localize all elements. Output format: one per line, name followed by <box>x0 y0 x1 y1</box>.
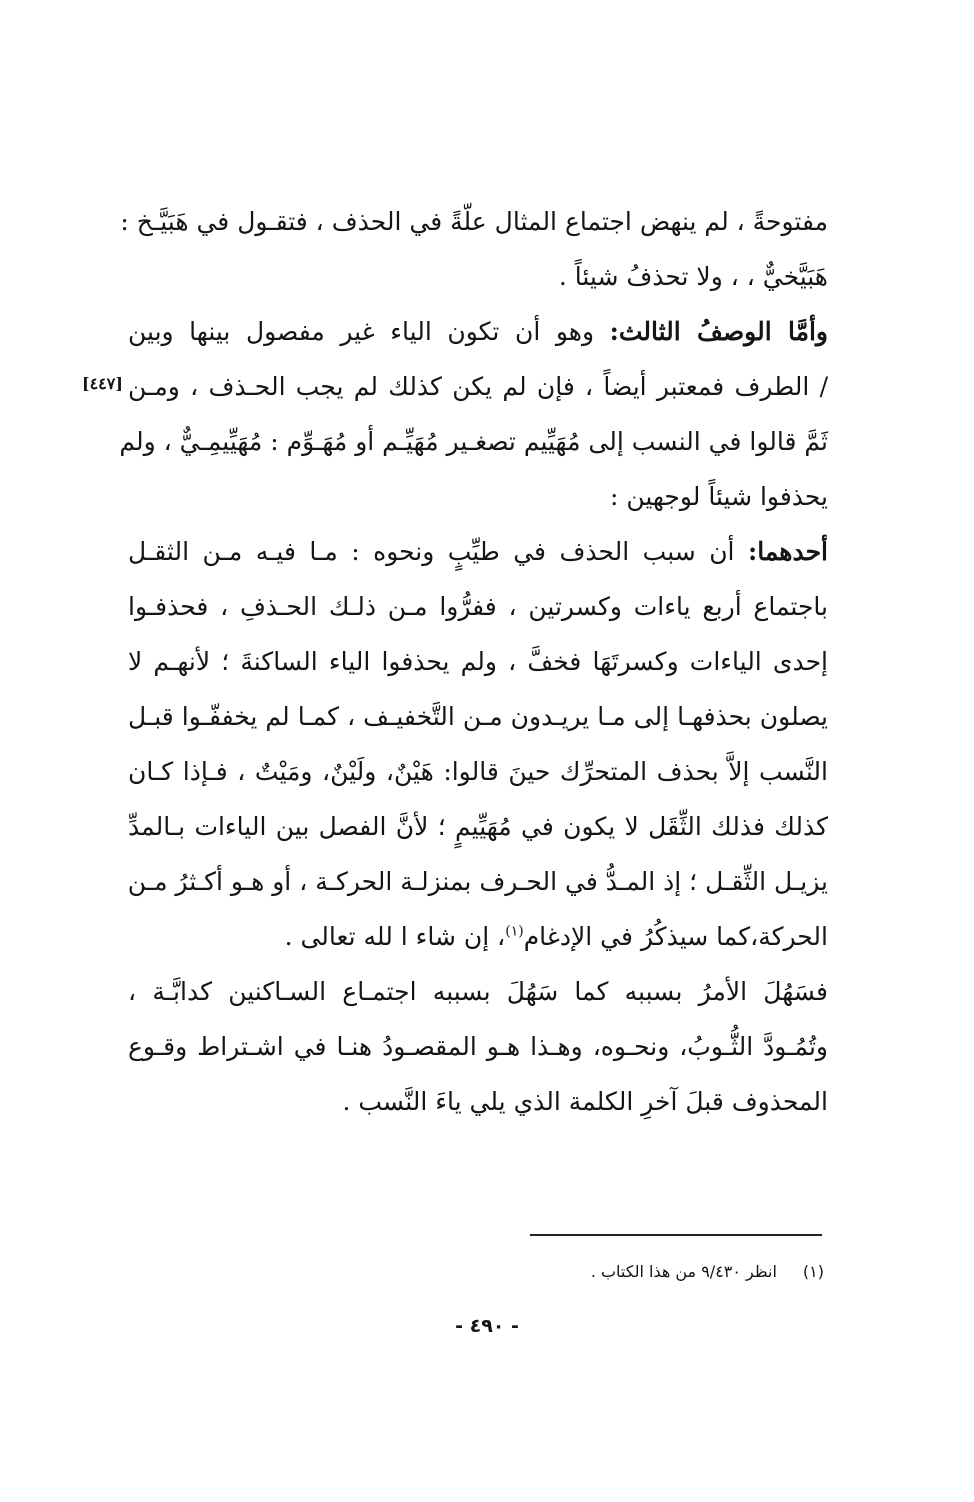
page-number: - ٤٩٠ - <box>455 1315 519 1337</box>
text-line: يصلون بحذفهـا إلى مـا يريـدون مـن التَّخفيـف ، كمـا لم يخففّـوا قبـل <box>128 702 828 731</box>
footnote <box>591 1262 824 1281</box>
margin-page-reference: [٤٤٧] <box>82 374 123 393</box>
footnote-divider <box>530 1234 822 1236</box>
text-line: النَّسب إلاَّ بحذف المتحرِّك حينَ قالوا: هَيْنٌ، ولَيْنٌ، ومَيْتٌ ، فـإذا كـان <box>128 757 828 786</box>
text-line: / الطرف فمعتبر أيضاً ، فإن لم يكن كذلك لم يجب الحـذف ، ومـن <box>128 372 828 401</box>
footnote-text: انظر ٩/٤٣٠ من هذا الكتاب . <box>590 1262 777 1281</box>
text-run: الحركة،كما سيذكُرُ في الإدغام <box>523 922 828 951</box>
paragraph-3 <box>128 524 828 964</box>
text-line: يزيـل الثِّقـل ؛ إذ المـدُّ في الحـرف بمنزلـة الحركـة ، أو هـو أكـثرُ مـن <box>127 867 828 896</box>
paragraph-lead: أحدهما: <box>747 537 828 566</box>
footnote-reference[interactable]: (١) <box>505 923 524 940</box>
text-line: وتُمُـودَّ الثُّـوبُ، ونحـوه، وهـذا هـو المقصـودُ هنـا في اشـتراط وقـوع <box>128 1032 828 1061</box>
text-line: مفتوحةً ، لم ينهض اجتماع المثال علّةً في الحذف ، فتقـول في هَبَيَّـخ : <box>120 207 828 236</box>
text-line: باجتماع أربع ياءات وكسرتين ، ففرُّوا مـن ذلـك الحـذفِ ، فحذفـوا <box>128 592 828 621</box>
text-line: المحذوف قبلَ آخرِ الكلمة الذي يلي ياءَ النَّسب . <box>342 1087 828 1116</box>
paragraph-4 <box>128 964 828 1129</box>
paragraph-lead: وأمَّا الوصفُ الثالث: <box>609 317 829 346</box>
text-line <box>128 909 828 964</box>
text-line <box>128 304 828 359</box>
footnote-number: (١) <box>802 1262 824 1281</box>
text-run: وهو أن تكون الياء غير مفصول بينها وبين <box>128 317 610 346</box>
text-line: فسَهُلَ الأمرُ بسببه كما سَهُلَ بسببه اجتمـاع السـاكنين كدابَّـة ، <box>128 977 828 1006</box>
paragraph-1 <box>120 194 828 304</box>
text-line: يحذفوا شيئاً لوجهين : <box>609 482 828 511</box>
text-run: ، إن شاء ا لله تعالى . <box>284 922 506 951</box>
text-line <box>128 524 828 579</box>
main-text <box>119 194 829 1129</box>
text-line: ثَمَّ قالوا في النسب إلى مُهَيِّيم تصغـير مُهَيِّـم أو مُهَـوِّم : مُهَيِّيمِـيٌّ ، ولم <box>119 427 828 456</box>
text-line: كذلك فذلك الثِّقَل لا يكون في مُهَيِّيمٍ ؛ لأنَّ الفصل بين الياءات بـالمدِّ <box>128 812 828 841</box>
text-line: هَبَيَّخيٌّ ، ، ولا تحذفُ شيئاً . <box>558 262 828 291</box>
text-line: إحدى الياءات وكسرتَهَا فخفَّ ، ولم يحذفوا الياء الساكنةَ ؛ لأنهـم لا <box>128 647 828 676</box>
text-run: أن سبب الحذف في طيِّبٍ ونحوه : مـا فيـه مـن الثقـل <box>128 537 748 566</box>
paragraph-2 <box>119 304 829 524</box>
